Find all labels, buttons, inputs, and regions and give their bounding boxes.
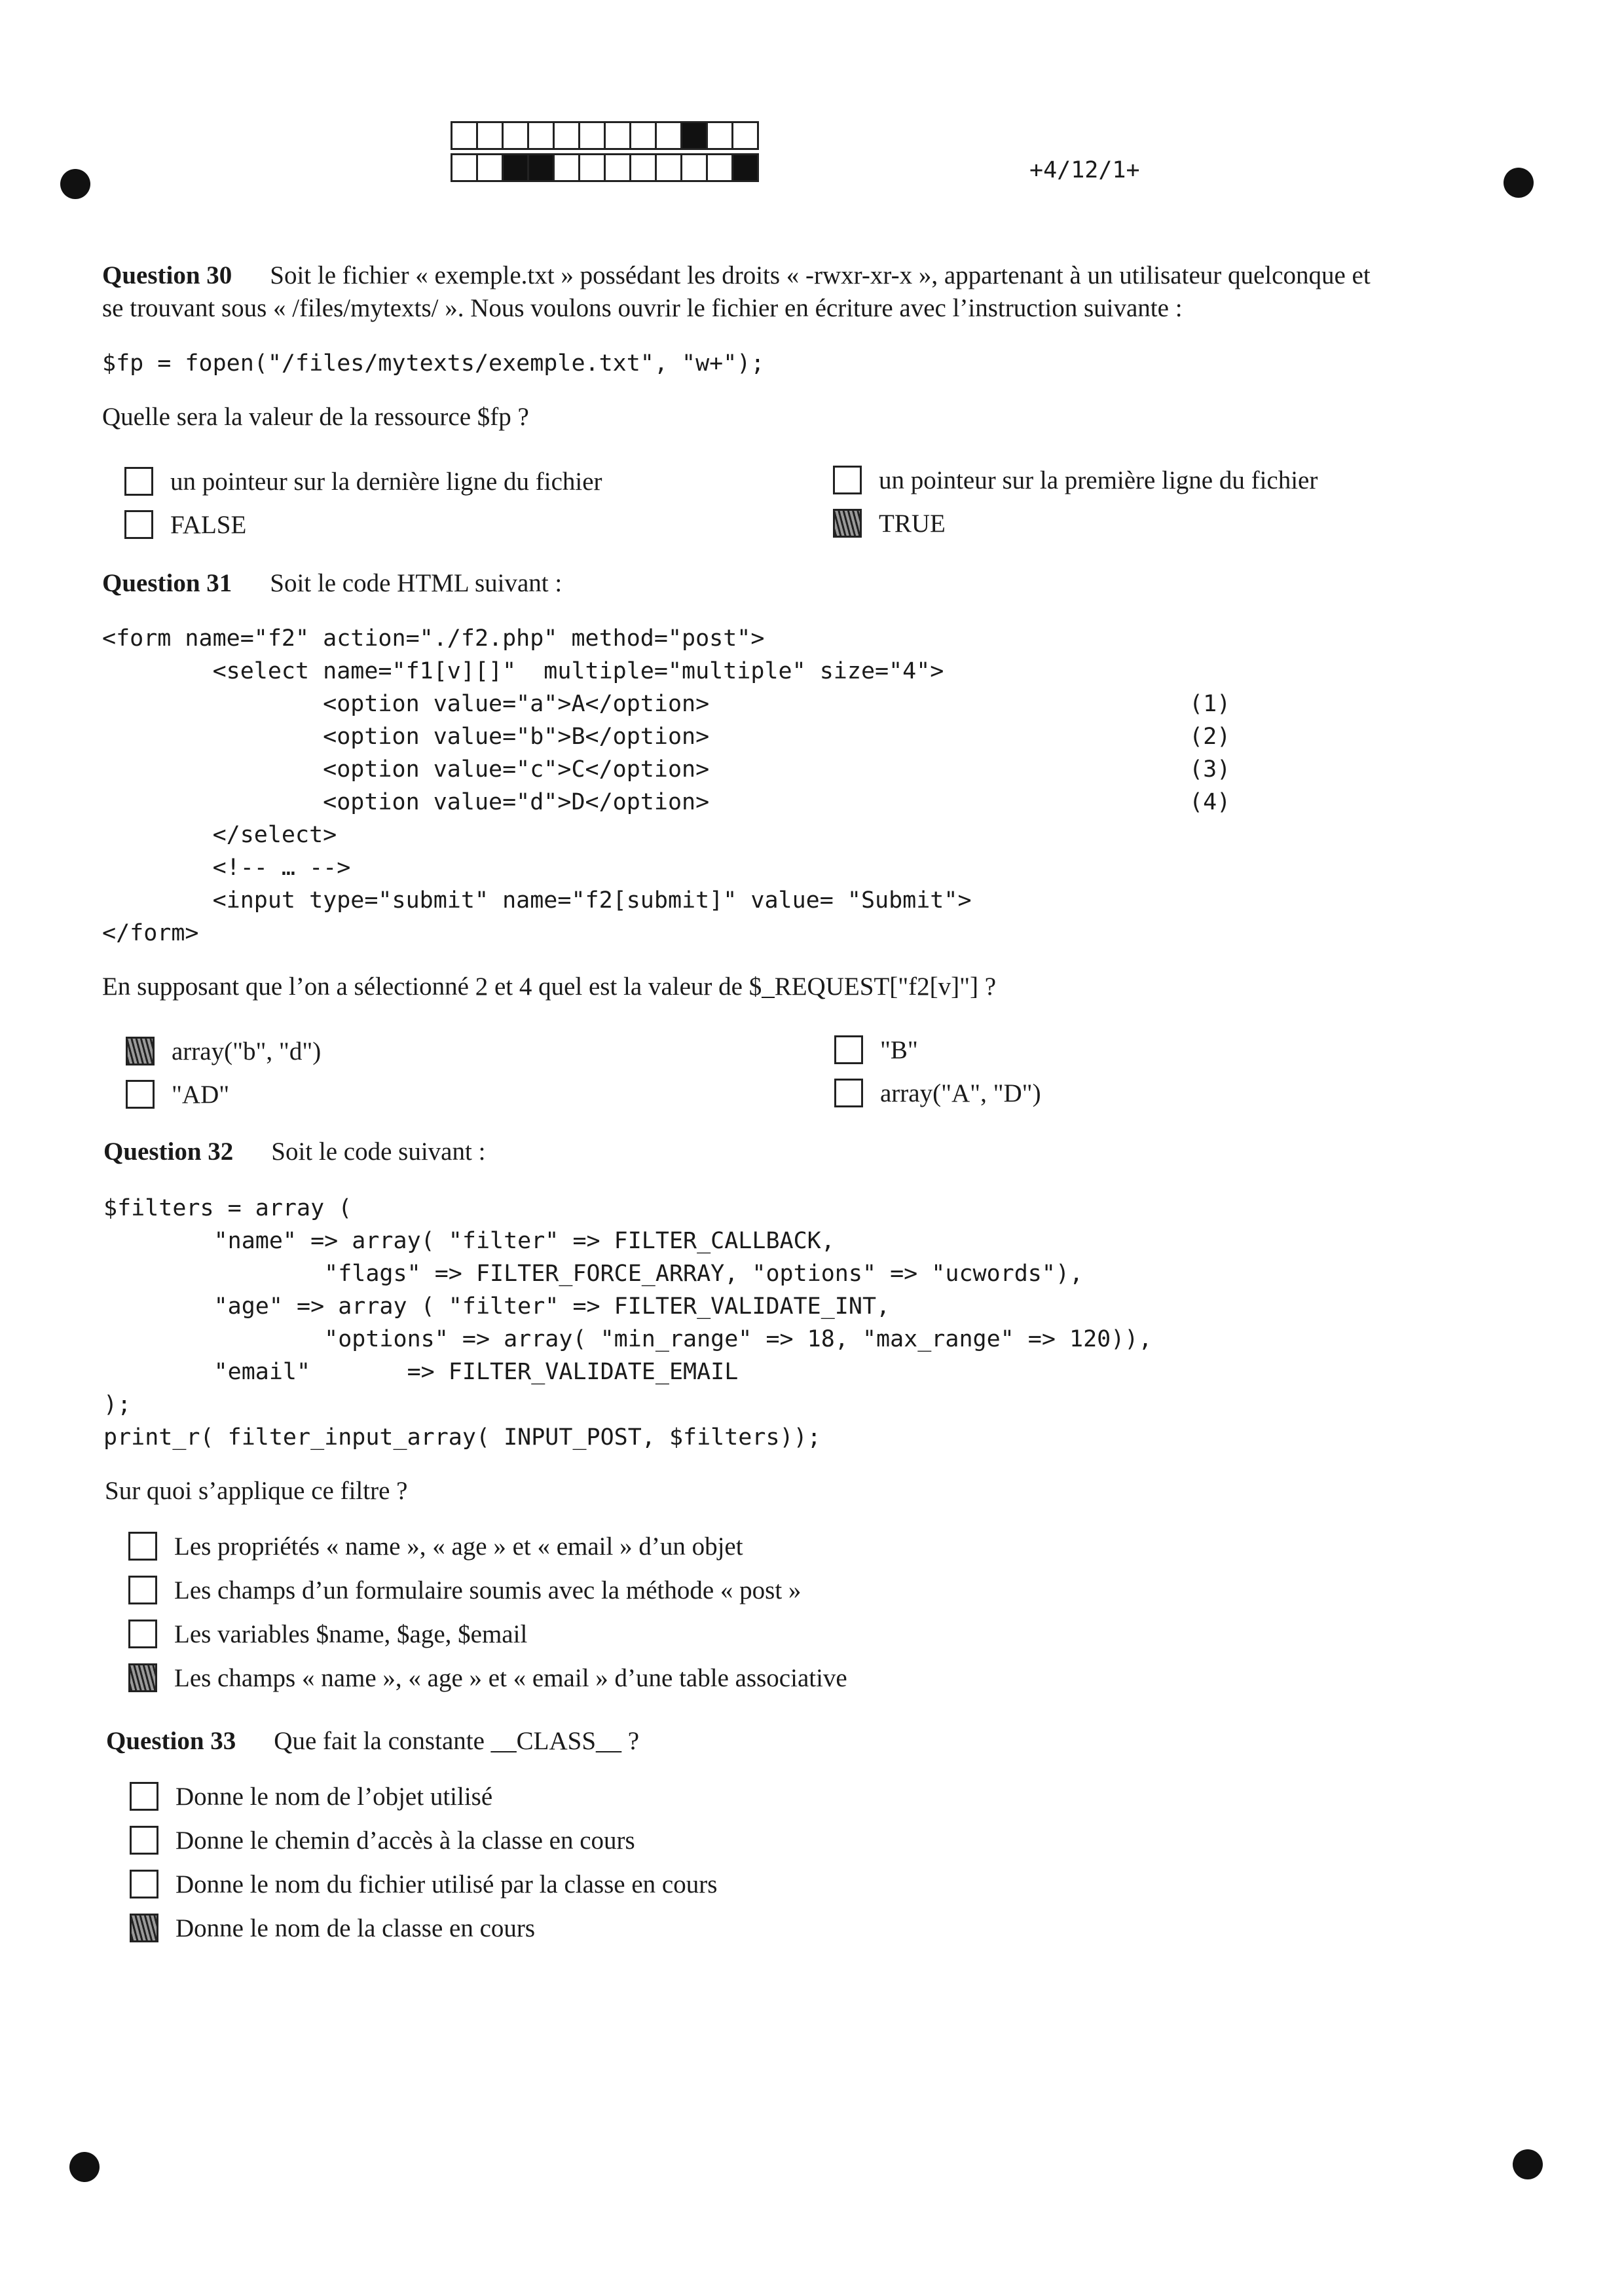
q32-option-3-checkbox[interactable] [128,1620,157,1648]
barcode-cell [451,153,478,182]
q33-option-2-checkbox[interactable] [130,1826,158,1855]
barcode-cell [706,153,733,182]
q30-option-2-checkbox[interactable] [833,466,862,494]
registration-mark-top-right [1504,168,1534,198]
registration-mark-top-left [60,169,90,199]
q31-option-3[interactable] [126,1077,229,1112]
barcode-cell [629,153,657,182]
barcode-cell [680,153,708,182]
q33-option-2-label: Donne le chemin d’accès à la classe en cours [175,1826,635,1855]
question-30-text-line2: se trouvant sous « /files/mytexts/ ». Nous voulons ouvrir le fichier en écriture avec l’instruction suivante : [102,294,1183,322]
q30-option-1-checkbox[interactable] [124,467,153,496]
q32-option-1[interactable] [128,1528,743,1564]
q31-option-2-label: "B" [880,1035,918,1064]
barcode-cell [655,153,682,182]
option-number-3: (3) [1189,756,1231,783]
barcode-cell [629,121,657,150]
q31-option-1-checkbox[interactable] [126,1037,155,1065]
q33-option-3-checkbox[interactable] [130,1870,158,1898]
page-id: +4/12/1+ [1029,157,1140,183]
question-31-intro: Soit le code HTML suivant : [270,569,563,597]
q32-option-2-checkbox[interactable] [128,1576,157,1604]
barcode-cell [655,121,682,150]
question-30-text-line1: Soit le fichier « exemple.txt » possédant les droits « -rwxr-xr-x », appartenant à un utilisateur quelconque et [270,261,1371,289]
option-number-2: (2) [1189,724,1231,750]
question-31-code: <form name="f2" action="./f2.php" method="post"> <select name="f1[v][]" multiple="multiple" size="4"> <option value="a">A</option> <option value="b">B</option> <option value="c">C</option> <option value="d">D</option> </select> <!-- … --> <input type="submit" name="f2[submit]" value= "Submit"> </form> [102,625,972,946]
barcode-cell [578,153,606,182]
question-31-header [102,567,562,600]
question-32-intro: Soit le code suivant : [271,1138,486,1166]
question-32-question: Sur quoi s’applique ce filtre ? [105,1477,408,1505]
barcode-cell [553,153,580,182]
q30-option-3-checkbox[interactable] [124,510,153,539]
question-30-label: Question 30 [102,261,232,289]
q33-option-4-label: Donne le nom de la classe en cours [175,1914,536,1942]
registration-mark-bottom-left [69,2152,100,2182]
barcode-row-2 [451,153,757,182]
question-33-text: Que fait la constante __CLASS__ ? [274,1727,640,1755]
question-31-question: En supposant que l’on a sélectionné 2 et 4 quel est la valeur de $_REQUEST["f2[v]"] ? [102,972,997,1001]
q31-option-3-checkbox[interactable] [126,1080,155,1109]
question-32-code: $filters = array ( "name" => array( "filter" => FILTER_CALLBACK, "flags" => FILTER_FORCE_ARRAY, "options" => "ucwords"), "age" => array ( "filter" => FILTER_VALIDATE_INT, "options" => array( "min_range" => 18, "max_range" => 120)), "email" => FILTER_VALIDATE_EMAIL ); print_r( filter_input_array( INPUT_POST, $filters)); [103,1195,1153,1451]
barcode-cell [527,153,555,182]
q32-option-2-label: Les champs d’un formulaire soumis avec la méthode « post » [174,1576,802,1604]
q32-option-2[interactable] [128,1572,801,1608]
q32-option-1-checkbox[interactable] [128,1532,157,1561]
barcode-cell [604,121,631,150]
question-33-header [106,1725,639,1758]
q33-option-4-checkbox[interactable] [130,1914,158,1942]
q31-option-4[interactable] [834,1075,1041,1111]
barcode-cell [502,121,529,150]
barcode-cell [527,121,555,150]
barcode-cell [502,153,529,182]
q32-option-4-checkbox[interactable] [128,1663,157,1692]
option-number-4: (4) [1189,789,1231,815]
q31-option-1-label: array("b", "d") [172,1037,322,1065]
q30-option-1-label: un pointeur sur la dernière ligne du fichier [170,467,602,496]
question-33-label: Question 33 [106,1727,236,1755]
barcode-cell [476,121,504,150]
q33-option-1-label: Donne le nom de l’objet utilisé [175,1782,493,1811]
q33-option-1[interactable] [130,1779,492,1814]
question-30-code: $fp = fopen("/files/mytexts/exemple.txt", "w+"); [102,350,765,377]
q31-option-4-label: array("A", "D") [880,1079,1041,1107]
q33-option-1-checkbox[interactable] [130,1782,158,1811]
option-number-1: (1) [1189,691,1231,717]
q30-option-2[interactable] [833,462,1318,498]
barcode-cell [731,121,759,150]
question-31-label: Question 31 [102,569,232,597]
barcode-cell [451,121,478,150]
q32-option-3[interactable] [128,1616,527,1652]
q32-option-1-label: Les propriétés « name », « age » et « email » d’un objet [174,1532,743,1561]
q31-option-3-label: "AD" [172,1080,230,1109]
question-32-header [103,1136,485,1168]
barcode-cell [604,153,631,182]
q31-option-4-checkbox[interactable] [834,1079,863,1107]
q32-option-4[interactable] [128,1660,847,1695]
q30-option-1[interactable] [124,464,602,499]
barcode-row-1 [451,121,757,150]
barcode-cell [706,121,733,150]
barcode-cell [680,121,708,150]
question-32-label: Question 32 [103,1138,234,1166]
barcode-cell [578,121,606,150]
q30-option-4[interactable] [833,506,946,541]
q31-option-1[interactable] [126,1033,321,1069]
q30-option-4-checkbox[interactable] [833,509,862,538]
q33-option-3-label: Donne le nom du fichier utilisé par la classe en cours [175,1870,718,1898]
barcode-cell [731,153,759,182]
q33-option-4[interactable] [130,1910,535,1946]
q30-option-2-label: un pointeur sur la première ligne du fichier [879,466,1318,494]
q33-option-2[interactable] [130,1823,635,1858]
barcode-cell [476,153,504,182]
q30-option-4-label: TRUE [879,509,946,538]
question-30-header [102,259,1371,292]
barcode-cell [553,121,580,150]
q32-option-4-label: Les champs « name », « age » et « email » d’une table associative [174,1663,847,1692]
q33-option-3[interactable] [130,1866,717,1902]
q31-option-2-checkbox[interactable] [834,1035,863,1064]
registration-mark-bottom-right [1513,2149,1543,2179]
q30-option-3[interactable] [124,507,246,542]
q32-option-3-label: Les variables $name, $age, $email [174,1620,528,1648]
question-30-question: Quelle sera la valeur de la ressource $fp ? [102,403,529,431]
q31-option-2[interactable] [834,1032,918,1067]
q30-option-3-label: FALSE [170,510,247,539]
